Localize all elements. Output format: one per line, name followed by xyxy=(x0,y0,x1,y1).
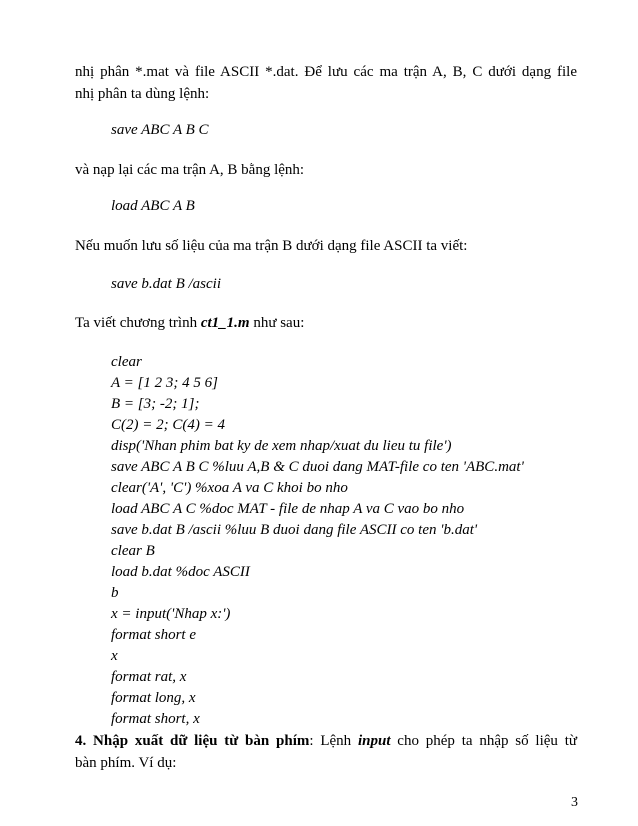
intro-line-2: nhị phân ta dùng lệnh: xyxy=(75,86,210,102)
program-intro-before: Ta viết chương trình xyxy=(75,315,201,331)
section-4-line-1 xyxy=(75,731,577,751)
code-line: clear('A', 'C') %xoa A va C khoi bo nho xyxy=(111,480,348,496)
program-filename: ct1_1.m xyxy=(200,315,250,331)
code-line: x xyxy=(111,648,118,664)
section-4-heading: 4. Nhập xuất dữ liệu từ bàn phím xyxy=(75,733,310,749)
command-save: save ABC A B C xyxy=(111,122,209,138)
code-line: A = [1 2 3; 4 5 6] xyxy=(111,375,218,391)
code-line: clear xyxy=(111,354,142,370)
section-4-line-2: bàn phím. Ví dụ: xyxy=(75,755,177,771)
code-line: x = input('Nhap x:') xyxy=(111,606,231,622)
code-line: C(2) = 2; C(4) = 4 xyxy=(111,417,225,433)
code-line: format short, x xyxy=(111,711,200,727)
intro-line-1: nhị phân *.mat và file ASCII *.dat. Để lưu các ma trận A, B, C dưới dạng file xyxy=(75,64,577,80)
section-4-keyword: input xyxy=(357,733,391,749)
code-line: format rat, x xyxy=(111,669,187,685)
section-4-colon: : Lệnh xyxy=(309,733,358,749)
program-intro xyxy=(75,313,304,333)
code-line: clear B xyxy=(111,543,155,559)
code-line: B = [3; -2; 1]; xyxy=(111,396,200,412)
code-line: load b.dat %doc ASCII xyxy=(111,564,250,580)
command-ascii: save b.dat B /ascii xyxy=(111,276,221,292)
code-line: format long, x xyxy=(111,690,196,706)
paragraph-load: và nạp lại các ma trận A, B bằng lệnh: xyxy=(75,162,305,178)
section-4-rest: cho phép ta nhập số liệu từ xyxy=(390,733,577,749)
program-intro-after: như sau: xyxy=(249,315,305,331)
code-line: save b.dat B /ascii %luu B duoi dang file ASCII co ten 'b.dat' xyxy=(111,522,478,538)
paragraph-ascii: Nếu muốn lưu số liệu của ma trận B dưới dạng file ASCII ta viết: xyxy=(75,238,468,254)
code-line: disp('Nhan phim bat ky de xem nhap/xuat du lieu tu file') xyxy=(111,438,452,454)
code-line: b xyxy=(111,585,119,601)
command-load: load ABC A B xyxy=(111,198,195,214)
page-number: 3 xyxy=(571,795,578,810)
code-line: format short e xyxy=(111,627,197,643)
code-line: save ABC A B C %luu A,B & C duoi dang MAT-file co ten 'ABC.mat' xyxy=(111,459,524,475)
code-line: load ABC A C %doc MAT - file de nhap A va C vao bo nho xyxy=(111,501,465,517)
